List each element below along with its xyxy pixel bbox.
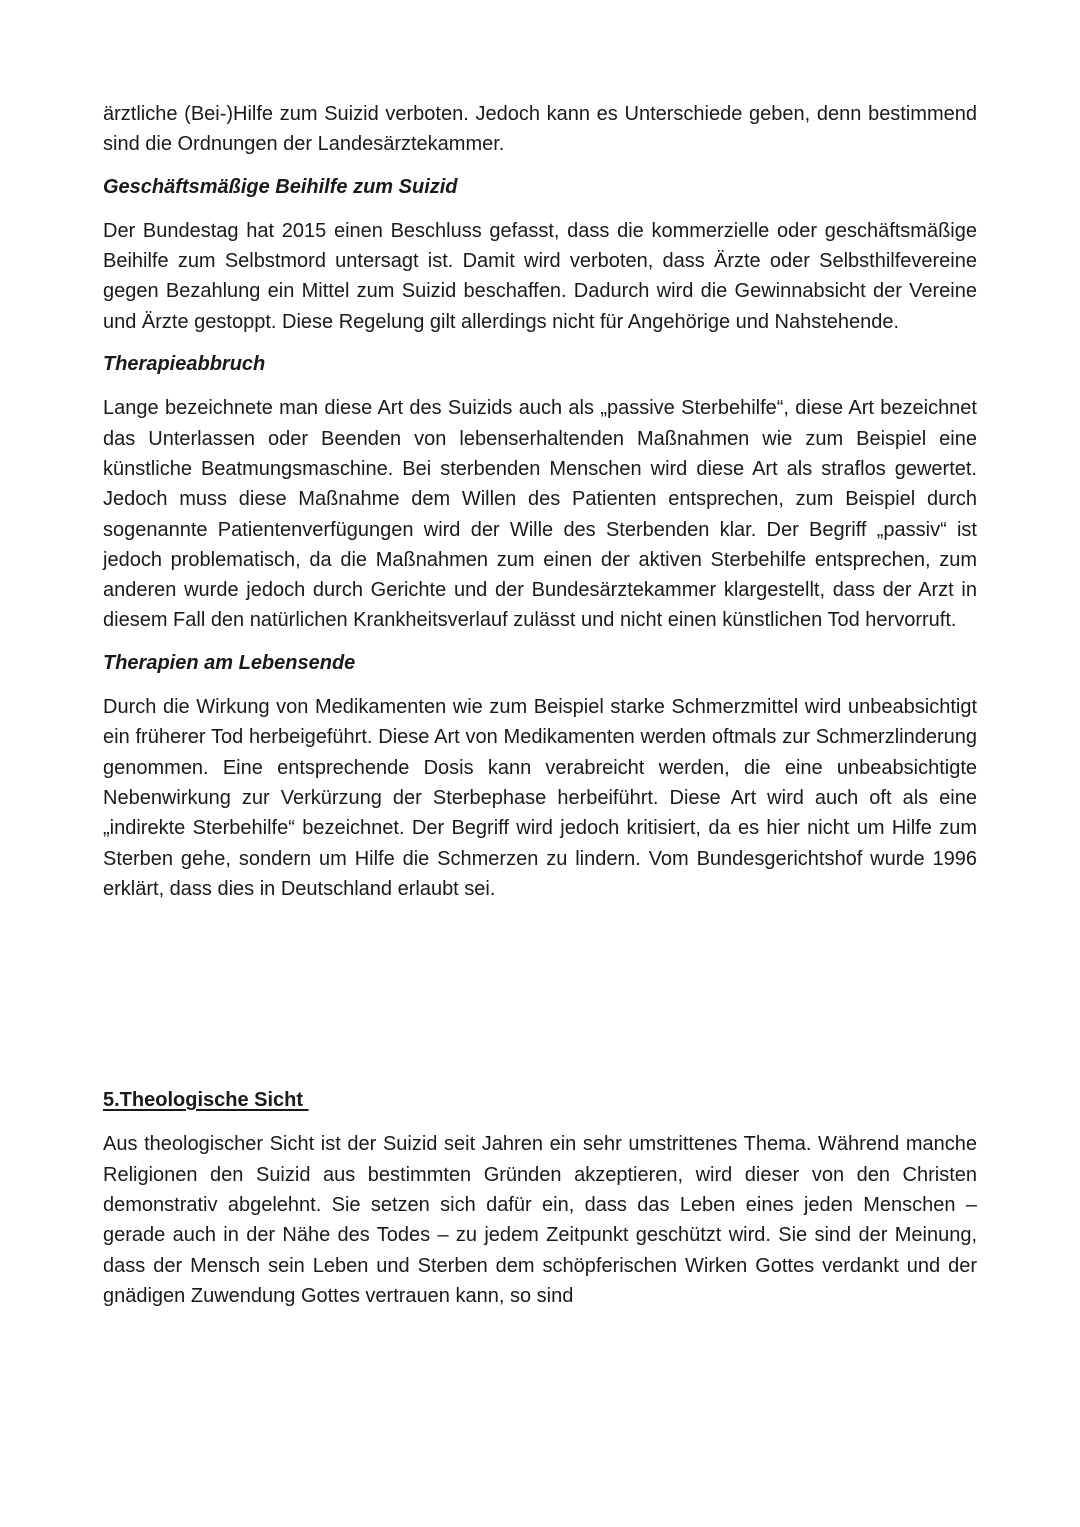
- section-heading-therapieabbruch: Therapieabbruch: [103, 353, 266, 376]
- intro-paragraph: ärztliche (Bei-)Hilfe zum Suizid verboten. Jedoch kann es Unterschiede geben, denn bestimmend sind die Ordnungen der Landesärztekammer.: [103, 103, 977, 156]
- document-page: [103, 99, 977, 1311]
- section-heading-geschaeftsmaessige-beihilfe: Geschäftsmäßige Beihilfe zum Suizid: [103, 175, 458, 198]
- section-heading-therapien-am-lebensende: Therapien am Lebensende: [103, 651, 356, 674]
- chapter-paragraph-theologische-sicht: Aus theologischer Sicht ist der Suizid seit Jahren ein sehr umstrittenes Thema. Während manche Religionen den Suizid aus bestimmten Gründen akzeptieren, wird dieser von den Christen demonstrativ abgelehnt. Sie setzen sich dafür ein, dass das Leben eines jeden Menschen – gerade auch in der Nähe des Todes – zu jedem Zeitpunkt geschützt wird. Sie sind der Meinung, dass der Mensch sein Leben und Sterben dem schöpferischen Wirken Gottes verdankt und der gnädigen Zuwendung Gottes vertrauen kann, so sind: [103, 1133, 977, 1307]
- section-paragraph-geschaeftsmaessige-beihilfe: Der Bundestag hat 2015 einen Beschluss gefasst, dass die kommerzielle oder geschäftsmäßige Beihilfe zum Selbstmord untersagt ist. Damit wird verboten, dass Ärzte oder Selbsthilfevereine gegen Bezahlung ein Mittel zum Suizid beschaffen. Dadurch wird die Gewinnabsicht der Vereine und Ärzte gestoppt. Diese Regelung gilt allerdings nicht für Angehörige und Nahstehende.: [103, 219, 977, 333]
- section-paragraph-therapieabbruch: Lange bezeichnete man diese Art des Suizids auch als „passive Sterbehilfe“, diese Art bezeichnet das Unterlassen oder Beenden von lebenserhaltenden Maßnahmen wie zum Beispiel eine künstliche Beatmungsmaschine. Bei sterbenden Menschen wird diese Art als straflos gewertet. Jedoch muss diese Maßnahme dem Willen des Patienten entsprechen, zum Beispiel durch sogenannte Patientenverfügungen wird der Wille des Sterbenden klar. Der Begriff „passiv“ ist jedoch problematisch, da die Maßnahmen zum einen der aktiven Sterbehilfe entsprechen, zum anderen wurde jedoch durch Gerichte und der Bundesärztekammer klargestellt, dass der Arzt in diesem Fall den natürlichen Krankheitsverlauf zulässt und nicht einen künstlichen Tod hervorruft.: [103, 397, 977, 632]
- chapter-title-theologische-sicht: 5.Theologische Sicht: [103, 1089, 309, 1112]
- section-paragraph-therapien-am-lebensende: Durch die Wirkung von Medikamenten wie zum Beispiel starke Schmerzmittel wird unbeabsichtigt ein früherer Tod herbeigeführt. Diese Art von Medikamenten werden oftmals zur Schmerzlinderung genommen. Eine entsprechende Dosis kann verabreicht werden, die eine unbeabsichtigte Nebenwirkung zur Verkürzung der Sterbephase herbeiführt. Diese Art wird auch oft als eine „indirekte Sterbehilfe“ bezeichnet. Der Begriff wird jedoch kritisiert, da es hier nicht um Hilfe zum Sterben gehe, sondern um Hilfe die Schmerzen zu lindern. Vom Bundesgerichtshof wurde 1996 erklärt, dass dies in Deutschland erlaubt sei.: [103, 696, 977, 900]
